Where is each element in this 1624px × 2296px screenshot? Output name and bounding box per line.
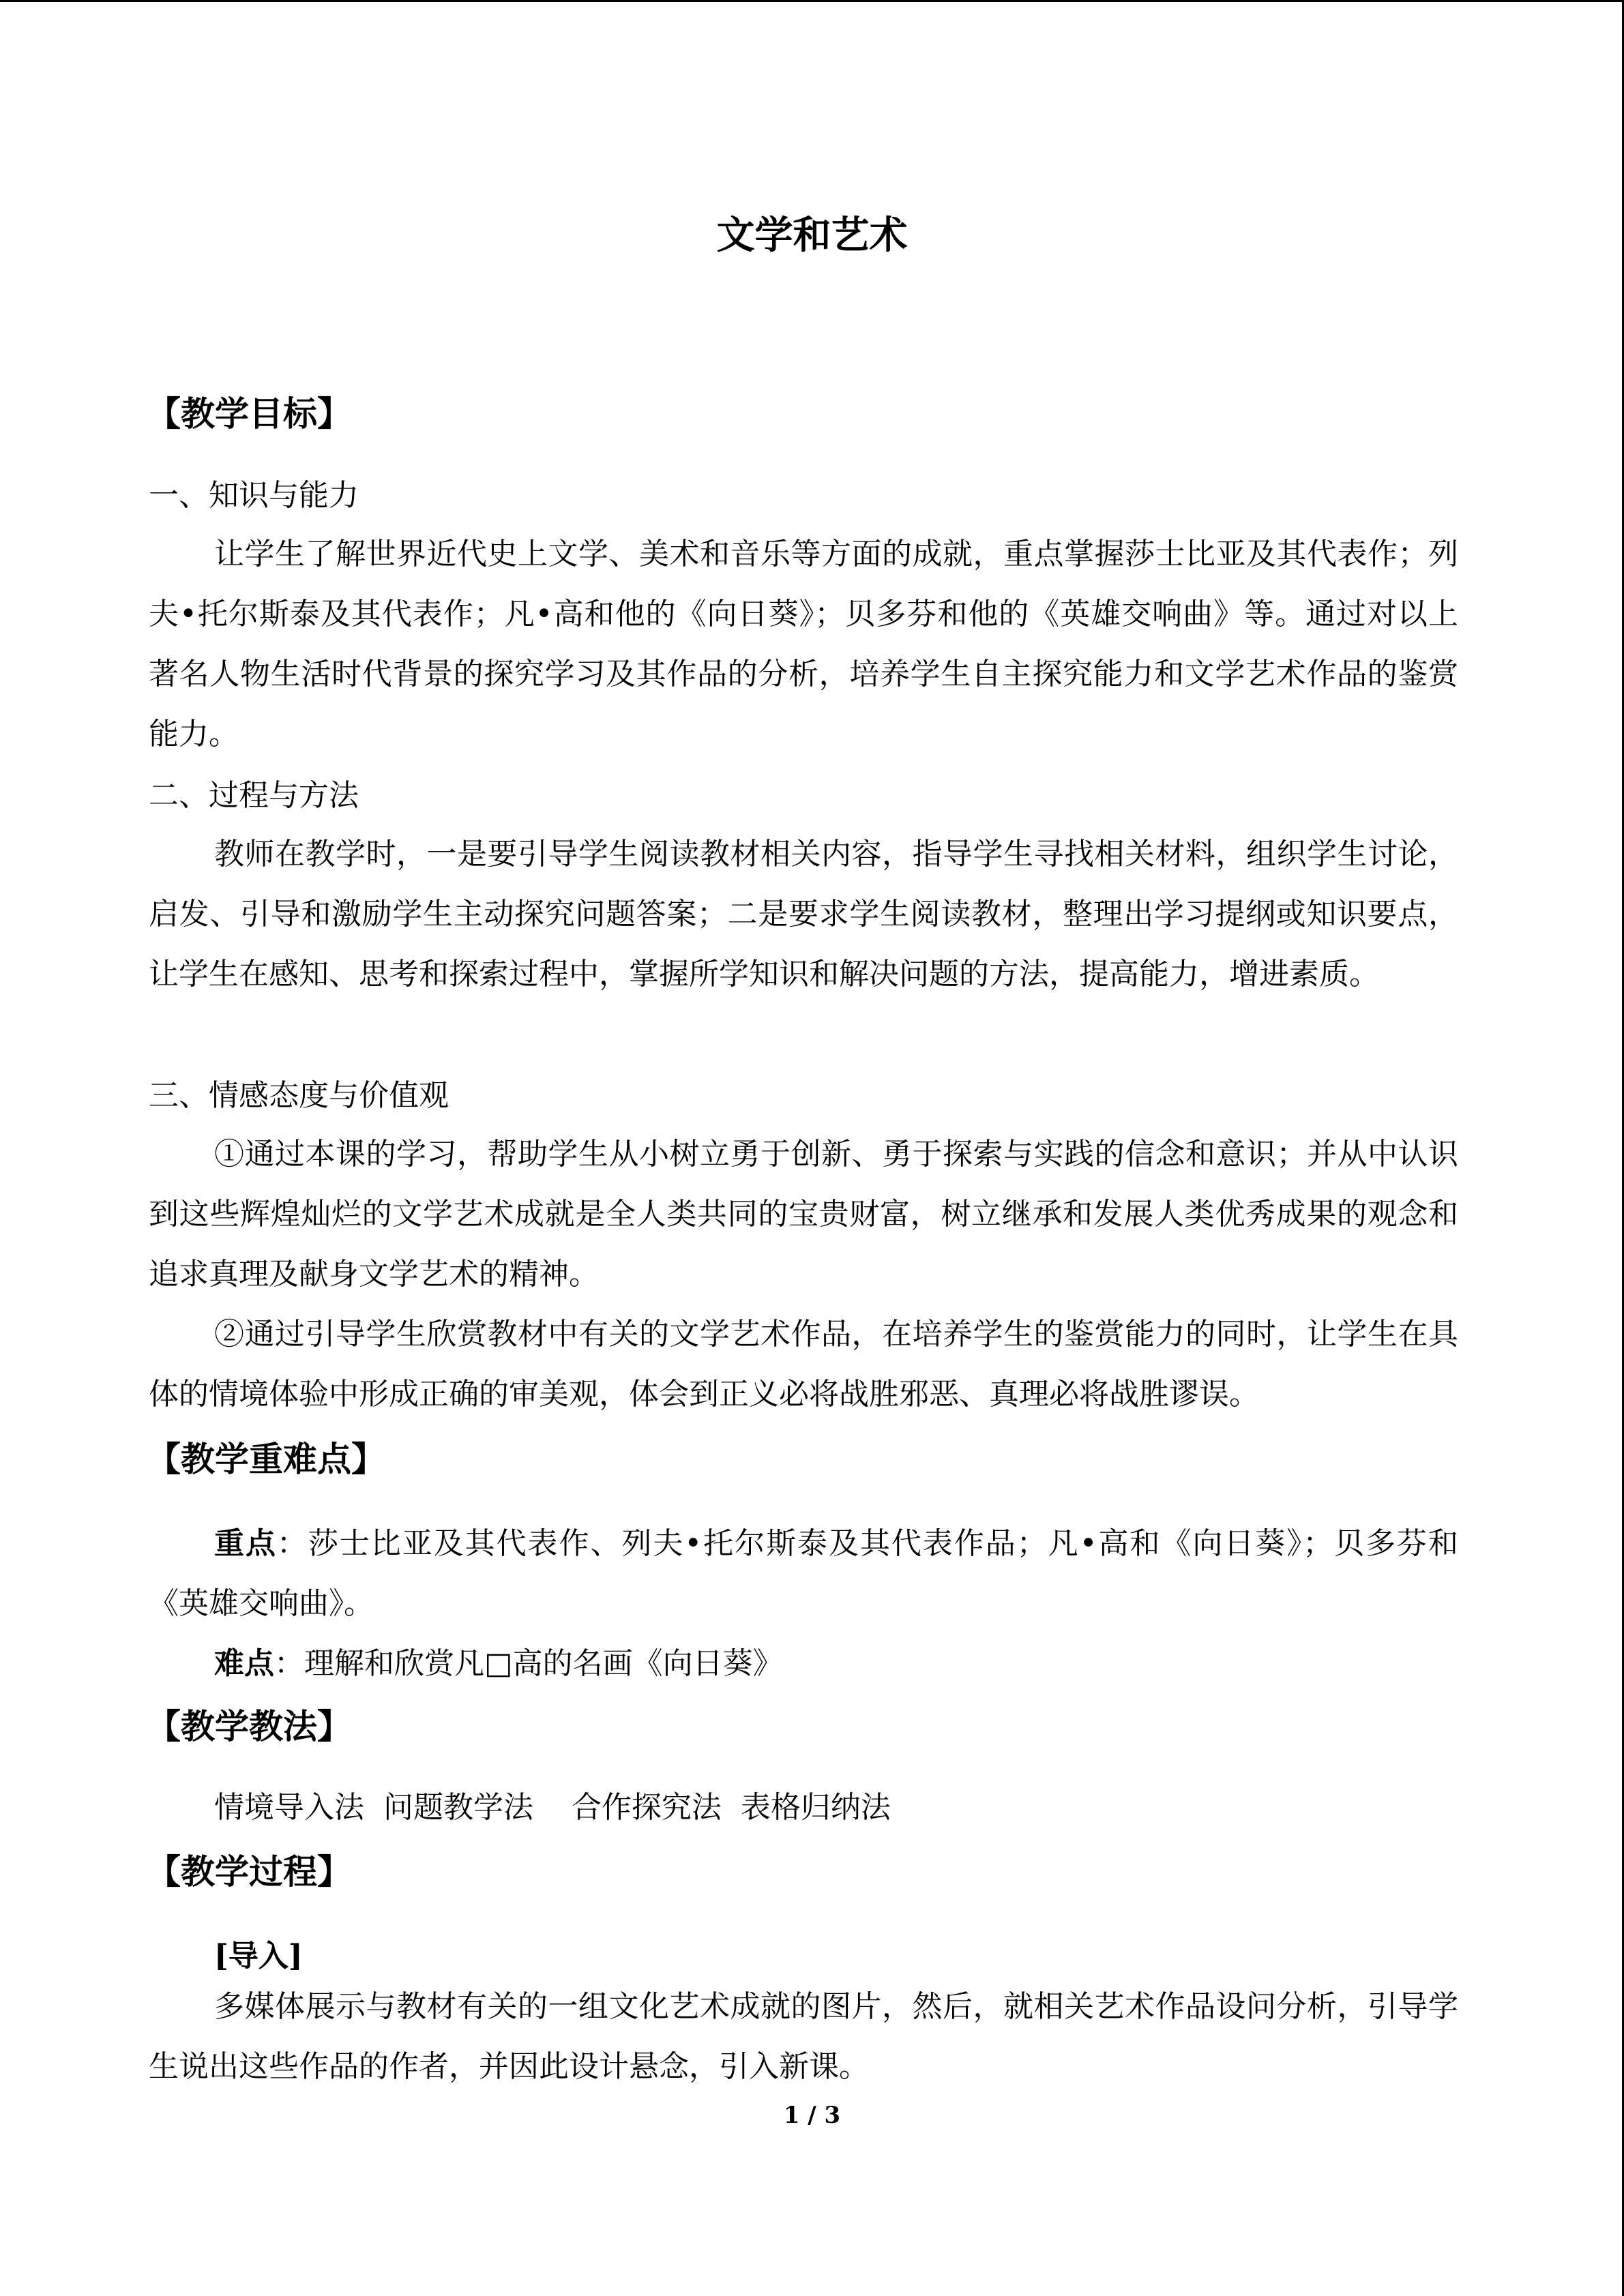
methods-heading: 【教学教法】 (147, 1707, 351, 1746)
attitude-values-text-1: ①通过本课的学习，帮助学生从小树立勇于创新、勇于探索与实践的信念和意识；并从中认识到这些辉煌灿烂的文学艺术成就是全人类共同的宝贵财富，树立继承和发展人类优秀成果的观念和追求真理及献身文学艺术的精神。 (149, 1137, 1458, 1292)
methods-list: 情境导入法 问题教学法 合作探究法 表格归纳法 (214, 1790, 891, 1825)
intro-label: [导入] (214, 1939, 303, 1973)
page-title: 文学和艺术 (716, 213, 908, 258)
difficulty-paragraph (149, 1634, 1458, 1694)
focus-label: 重点 (214, 1526, 277, 1561)
process-heading: 【教学过程】 (147, 1852, 351, 1892)
focus-text: ：莎士比亚及其代表作、列夫•托尔斯泰及其代表作品；凡•高和《向日葵》；贝多芬和《英雄交响曲》。 (149, 1526, 1458, 1621)
process-method-label: 二、过程与方法 (149, 778, 359, 813)
page-border-top (0, 0, 1624, 2)
knowledge-ability-label: 一、知识与能力 (149, 478, 359, 513)
attitude-values-text-2: ②通过引导学生欣赏教材中有关的文学艺术作品，在培养学生的鉴赏能力的同时，让学生在具体的情境体验中形成正确的审美观，体会到正义必将战胜邪恶、真理必将战胜谬误。 (149, 1317, 1458, 1412)
attitude-values-label: 三、情感态度与价值观 (149, 1078, 449, 1113)
difficulty-text: ：理解和欣赏凡□高的名画《向日葵》 (274, 1646, 783, 1681)
key-points-heading: 【教学重难点】 (147, 1440, 385, 1479)
page-number: 1 / 3 (783, 2102, 841, 2129)
objectives-heading: 【教学目标】 (147, 394, 351, 434)
focus-paragraph (149, 1514, 1458, 1634)
process-method-text: 教师在教学时，一是要引导学生阅读教材相关内容，指导学生寻找相关材料，组织学生讨论，启发、引导和激励学生主动探究问题答案；二是要求学生阅读教材，整理出学习提纲或知识要点，让学生在感知、思考和探索过程中，掌握所学知识和解决问题的方法，提高能力，增进素质。 (149, 837, 1458, 992)
difficulty-label: 难点 (214, 1646, 274, 1681)
knowledge-ability-text: 让学生了解世界近代史上文学、美术和音乐等方面的成就，重点掌握莎士比亚及其代表作；列夫•托尔斯泰及其代表作；凡•高和他的《向日葵》；贝多芬和他的《英雄交响曲》等。通过对以上著名人物生活时代背景的探究学习及其作品的分析，培养学生自主探究能力和文学艺术作品的鉴赏能力。 (149, 537, 1458, 751)
intro-text: 多媒体展示与教材有关的一组文化艺术成就的图片，然后，就相关艺术作品设问分析，引导学生说出这些作品的作者，并因此设计悬念，引入新课。 (149, 1989, 1458, 2084)
